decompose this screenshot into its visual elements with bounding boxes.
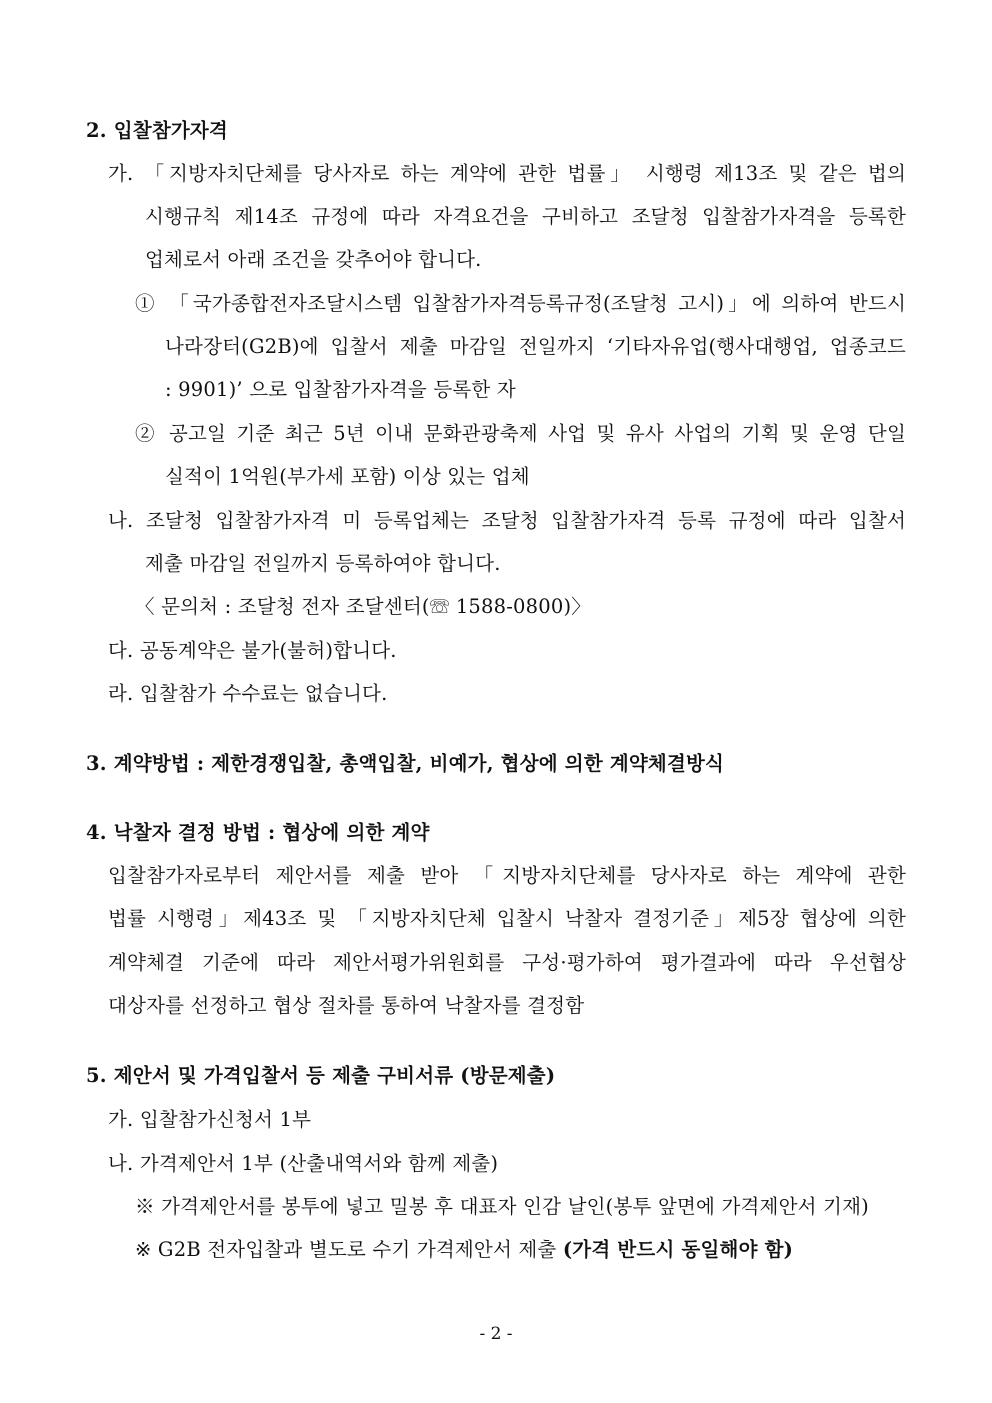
section-2-ga-line-2: 시행규칙 제14조 규정에 따라 자격요건을 구비하고 조달청 입찰참가자격을 등록한 xyxy=(145,205,906,228)
contact-info: 〈 문의처 : 조달청 전자 조달센터(☏ 1588-0800)〉 xyxy=(135,595,591,618)
section-5-note-2 xyxy=(135,1236,793,1264)
section-5-heading: 5. 제안서 및 가격입찰서 등 제출 구비서류 (방문제출) xyxy=(86,1064,556,1087)
section-4-body-line-2: 법률 시행령」제43조 및 「지방자치단체 입찰시 낙찰자 결정기준」제5장 협상에 의한 xyxy=(108,907,906,930)
section-5-na: 나. 가격제안서 1부 (산출내역서와 함께 제출) xyxy=(108,1152,499,1175)
section-4-body-line-1: 입찰참가자로부터 제안서를 제출 받아 「지방자치단체를 당사자로 하는 계약에 관한 xyxy=(108,864,906,887)
section-2-item-1-line-1: ① 「국가종합전자조달시스템 입찰참가자격등록규정(조달청 고시)」에 의하여 반드시 xyxy=(135,292,906,315)
section-2-ga-line-1: 가. 「지방자치단체를 당사자로 하는 계약에 관한 법률」 시행령 제13조 및 같은 법의 xyxy=(108,162,906,185)
section-4-heading: 4. 낙찰자 결정 방법 : 협상에 의한 계약 xyxy=(86,821,430,844)
section-4-body-line-3: 계약체결 기준에 따라 제안서평가위원회를 구성·평가하여 평가결과에 따라 우선협상 xyxy=(108,951,906,974)
section-2-na-line-2: 제출 마감일 전일까지 등록하여야 합니다. xyxy=(145,552,501,575)
section-5-ga: 가. 입찰참가신청서 1부 xyxy=(108,1108,312,1131)
page-number: - 2 - xyxy=(479,1324,513,1344)
section-2-item-2-line-2: 실적이 1억원(부가세 포함) 이상 있는 업체 xyxy=(165,465,530,488)
section-2-item-1-line-2: 나라장터(G2B)에 입찰서 제출 마감일 전일까지 ‘기타자유업(행사대행업, 업종코드 xyxy=(165,335,906,358)
section-5-note-2-emphasis: (가격 반드시 동일해야 함) xyxy=(562,1238,794,1261)
section-5-note-2-text: ※ G2B 전자입찰과 별도로 수기 가격제안서 제출 xyxy=(135,1238,563,1261)
section-4-body-line-4: 대상자를 선정하고 협상 절차를 통하여 낙찰자를 결정함 xyxy=(108,994,585,1017)
section-2-da: 다. 공동계약은 불가(불허)합니다. xyxy=(108,639,397,662)
section-2-ra: 라. 입찰참가 수수료는 없습니다. xyxy=(108,682,388,705)
section-2-heading: 2. 입찰참가자격 xyxy=(86,119,228,142)
section-3-heading: 3. 계약방법 : 제한경쟁입찰, 총액입찰, 비예가, 협상에 의한 계약체결방식 xyxy=(86,752,725,775)
section-5-note-1: ※ 가격제안서를 봉투에 넣고 밀봉 후 대표자 인감 날인(봉투 앞면에 가격제안서 기재) xyxy=(135,1195,869,1218)
section-2-item-2-line-1: ② 공고일 기준 최근 5년 이내 문화관광축제 사업 및 유사 사업의 기획 및 운영 단일 xyxy=(135,422,906,445)
section-2-na-line-1: 나. 조달청 입찰참가자격 미 등록업체는 조달청 입찰참가자격 등록 규정에 따라 입찰서 xyxy=(108,509,906,532)
section-2-ga-line-3: 업체로서 아래 조건을 갖추어야 합니다. xyxy=(145,248,482,271)
section-2-item-1-line-3: : 9901)’ 으로 입찰참가자격을 등록한 자 xyxy=(165,378,516,401)
